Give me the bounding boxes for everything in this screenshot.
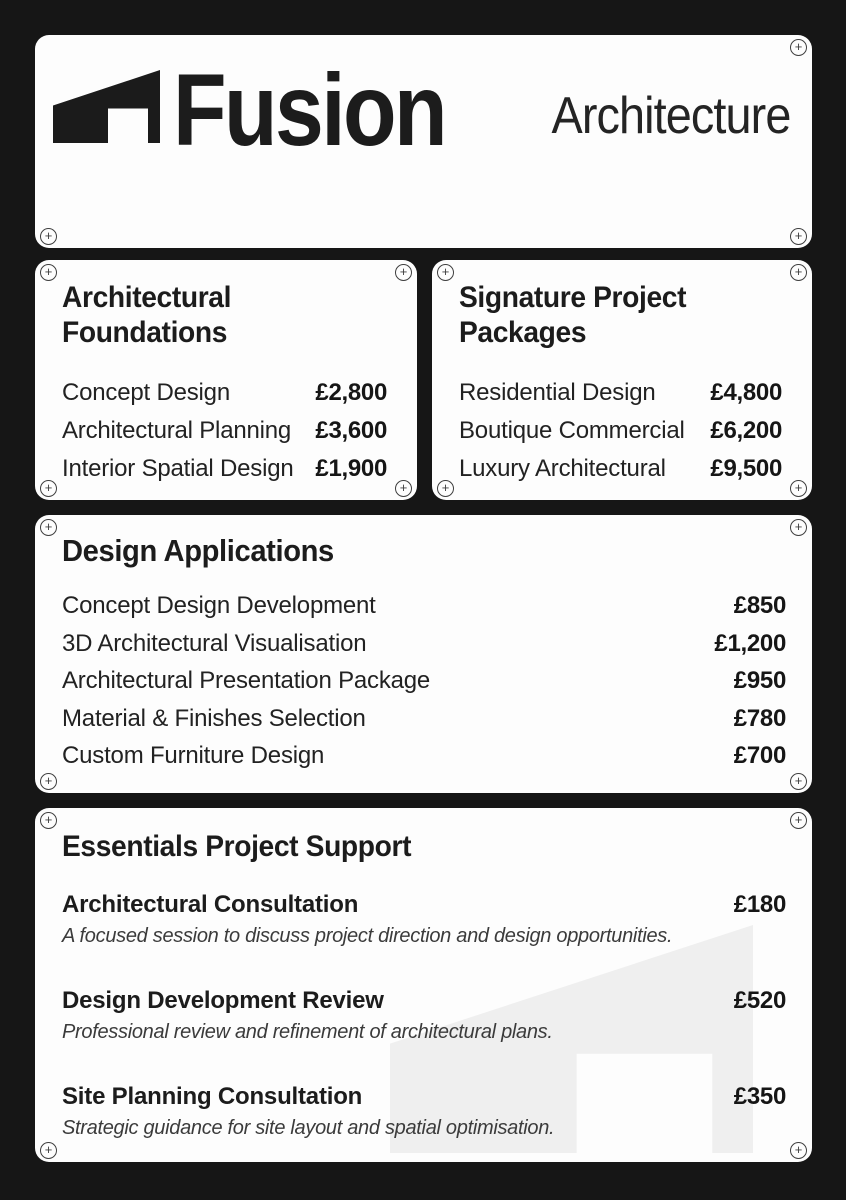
service-price: £950 xyxy=(733,667,786,694)
price-row xyxy=(62,374,387,412)
service-price: £850 xyxy=(733,592,786,619)
registration-plus-icon: + xyxy=(790,228,807,245)
service-label: 3D Architectural Visualisation xyxy=(62,629,367,657)
service-price: £780 xyxy=(733,704,786,732)
service-name: Architectural Consultation xyxy=(62,891,359,918)
service-price: £6,200 xyxy=(710,417,782,444)
service-name: Design Development Review xyxy=(62,987,384,1014)
card-essentials-project-support xyxy=(35,808,812,1162)
card-architectural-foundations xyxy=(35,260,417,500)
brand-name: Fusion xyxy=(173,53,446,167)
service-price: £700 xyxy=(733,742,786,769)
registration-plus-icon: + xyxy=(395,480,412,497)
price-row xyxy=(459,450,782,488)
service-label: Luxury Architectural xyxy=(459,455,666,482)
price-row xyxy=(62,700,786,738)
service-description: Professional review and refinement of architectural plans. xyxy=(62,1021,553,1043)
registration-plus-icon: + xyxy=(437,264,454,281)
registration-plus-icon: + xyxy=(790,1142,807,1159)
service-label: Architectural Planning xyxy=(62,417,292,444)
price-row xyxy=(62,625,786,663)
service-price: £180 xyxy=(733,891,786,918)
price-row xyxy=(62,450,387,488)
registration-plus-icon: + xyxy=(790,480,807,497)
registration-plus-icon: + xyxy=(40,480,57,497)
card-title: Design Applications xyxy=(62,533,334,568)
price-row xyxy=(62,587,786,625)
registration-plus-icon: + xyxy=(790,812,807,829)
service-label: Custom Furniture Design xyxy=(62,742,325,769)
price-row xyxy=(459,374,782,412)
registration-plus-icon: + xyxy=(40,264,57,281)
registration-plus-icon: + xyxy=(790,519,807,536)
card-design-applications xyxy=(35,515,812,793)
price-list xyxy=(62,587,786,775)
service-price: £3,600 xyxy=(315,417,387,444)
service-label: Architectural Presentation Package xyxy=(62,667,431,694)
service-label: Residential Design xyxy=(459,379,656,406)
price-row xyxy=(62,737,786,775)
service-group xyxy=(62,1082,786,1142)
fusion-house-logo-icon xyxy=(53,70,160,143)
service-label: Concept Design xyxy=(62,379,230,406)
price-list xyxy=(62,374,387,488)
service-group xyxy=(62,890,786,950)
service-label: Interior Spatial Design xyxy=(62,455,294,482)
service-price: £350 xyxy=(733,1083,786,1110)
service-name: Site Planning Consultation xyxy=(62,1083,363,1110)
service-price: £2,800 xyxy=(315,379,387,406)
registration-plus-icon: + xyxy=(790,39,807,56)
service-label: Boutique Commercial xyxy=(459,417,685,444)
registration-plus-icon: + xyxy=(790,264,807,281)
service-price: £4,800 xyxy=(710,379,782,406)
price-list xyxy=(459,374,782,488)
card-title: Architectural Foundations xyxy=(62,281,232,349)
service-description: Strategic guidance for site layout and spatial optimisation. xyxy=(62,1117,555,1139)
price-row xyxy=(459,412,782,450)
registration-plus-icon: + xyxy=(40,519,57,536)
service-price: £9,500 xyxy=(710,455,782,482)
service-description: A focused session to discuss project direction and design opportunities. xyxy=(62,925,673,947)
service-price: £1,900 xyxy=(315,455,387,482)
registration-plus-icon: + xyxy=(40,812,57,829)
registration-plus-icon: + xyxy=(40,1142,57,1159)
service-group xyxy=(62,986,786,1046)
card-title: Signature Project Packages xyxy=(459,281,687,349)
registration-plus-icon: + xyxy=(790,773,807,790)
brand-tagline: Architecture xyxy=(551,87,790,145)
service-price: £1,200 xyxy=(714,629,786,657)
registration-plus-icon: + xyxy=(40,228,57,245)
card-title: Essentials Project Support xyxy=(62,830,412,863)
service-label: Material & Finishes Selection xyxy=(62,704,366,732)
service-groups xyxy=(62,890,786,1162)
service-label: Concept Design Development xyxy=(62,592,376,619)
header-card xyxy=(35,35,812,248)
card-signature-project-packages xyxy=(432,260,812,500)
registration-plus-icon: + xyxy=(437,480,454,497)
price-row xyxy=(62,662,786,700)
registration-plus-icon: + xyxy=(40,773,57,790)
registration-plus-icon: + xyxy=(395,264,412,281)
service-price: £520 xyxy=(733,987,786,1014)
price-row xyxy=(62,412,387,450)
